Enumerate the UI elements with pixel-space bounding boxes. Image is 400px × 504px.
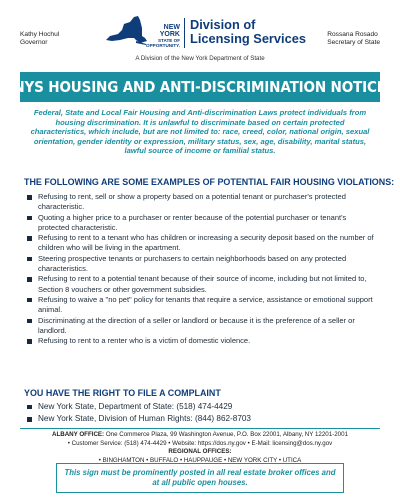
complaint-heading: YOU HAVE THE RIGHT TO FILE A COMPLAINT — [24, 388, 221, 399]
albany-office-line — [20, 431, 380, 440]
intro-paragraph: Federal, State and Local Fair Housing and Anti-discrimination Laws protect individuals from housing discrimination. It is unlawful to discriminate based on certain protected characteristics, which include, but are not limited to: race, creed, color, national origin, sexual orientation, gender identity or expression, military status, sex, age, disability, marital status, lawful source of income or familial status. — [30, 108, 370, 156]
list-item: Quoting a higher price to a purchaser or renter because of the potential purchaser or tenant's protected characteristic. — [26, 213, 376, 234]
division-title-line1: Division of — [190, 17, 256, 32]
header — [20, 0, 380, 60]
list-item: Refusing to waive a "no pet" policy for tenants that require a service, assistance or emotional support animal. — [26, 295, 376, 316]
title-banner — [13, 72, 387, 102]
sub-division-caption: A Division of the New York Department of State — [135, 55, 265, 62]
governor-title: Governor — [20, 39, 48, 46]
regional-offices-title: REGIONAL OFFICES: — [168, 448, 232, 456]
governor-name: Kathy Hochul — [20, 31, 60, 38]
posting-notice-text: This sign must be prominently posted in all real estate broker offices and at all public open houses. — [64, 468, 336, 487]
dls-logo — [104, 14, 304, 56]
list-item: New York State, Division of Human Rights: (844) 862-8703 — [26, 413, 376, 425]
violations-list — [26, 192, 376, 346]
ny-wordmark-sub1: STATE OF — [157, 38, 180, 43]
list-item: Steering prospective tenants or purchasers to certain neighborhoods based on any protected characteristics. — [26, 254, 376, 275]
secretary-block — [327, 31, 380, 47]
secretary-name: Rossana Rosado — [327, 31, 378, 38]
list-item: Refusing to rent, sell or show a property based on a potential tenant or purchaser's protected characteristic. — [26, 192, 376, 213]
division-title — [190, 18, 306, 46]
governor-block — [20, 31, 59, 47]
complaint-list — [26, 401, 376, 426]
list-item: Refusing to rent to a potential tenant because of their source of income, including but not limited to, Section 8 vouchers or other government subsidies. — [26, 274, 376, 295]
divider — [20, 428, 380, 429]
ny-state-map-icon — [104, 14, 148, 46]
secretary-title: Secretary of State — [327, 39, 380, 46]
ny-wordmark — [146, 24, 180, 48]
violations-heading: THE FOLLOWING ARE SOME EXAMPLES OF POTENTIAL FAIR HOUSING VIOLATIONS: — [24, 177, 395, 188]
albany-office-address: One Commerce Plaza, 99 Washington Avenue, P.O. Box 22001, Albany, NY 12201-2001 — [105, 431, 349, 438]
ny-wordmark-sub2: OPPORTUNITY. — [146, 43, 180, 48]
posting-notice-box — [56, 463, 344, 493]
contact-line: • Customer Service: (518) 474-4429 • Website: https://dos.ny.gov • E-Mail: licensing@dos.ny.gov — [67, 439, 333, 447]
division-title-line2: Licensing Services — [190, 31, 306, 46]
list-item: Discriminating at the direction of a seller or landlord or because it is the preference of a seller or landlord. — [26, 316, 376, 337]
albany-office-label: ALBANY OFFICE: — [51, 431, 105, 438]
ny-wordmark-main: NEW YORK — [159, 24, 180, 38]
page-title: NYS HOUSING AND ANTI-DISCRIMINATION NOTICE — [13, 78, 387, 96]
regional-offices-list: • BINGHAMTON • BUFFALO • HAUPPAUGE • NEW YORK CITY • UTICA — [98, 456, 302, 464]
list-item: Refusing to rent to a renter who is a victim of domestic violence. — [26, 336, 376, 346]
logo-divider — [184, 18, 185, 48]
list-item: Refusing to rent to a tenant who has children or increasing a security deposit based on the number of children who will be living in the apartment. — [26, 233, 376, 254]
office-info — [20, 431, 380, 465]
list-item: New York State, Department of State: (518) 474-4429 — [26, 401, 376, 413]
